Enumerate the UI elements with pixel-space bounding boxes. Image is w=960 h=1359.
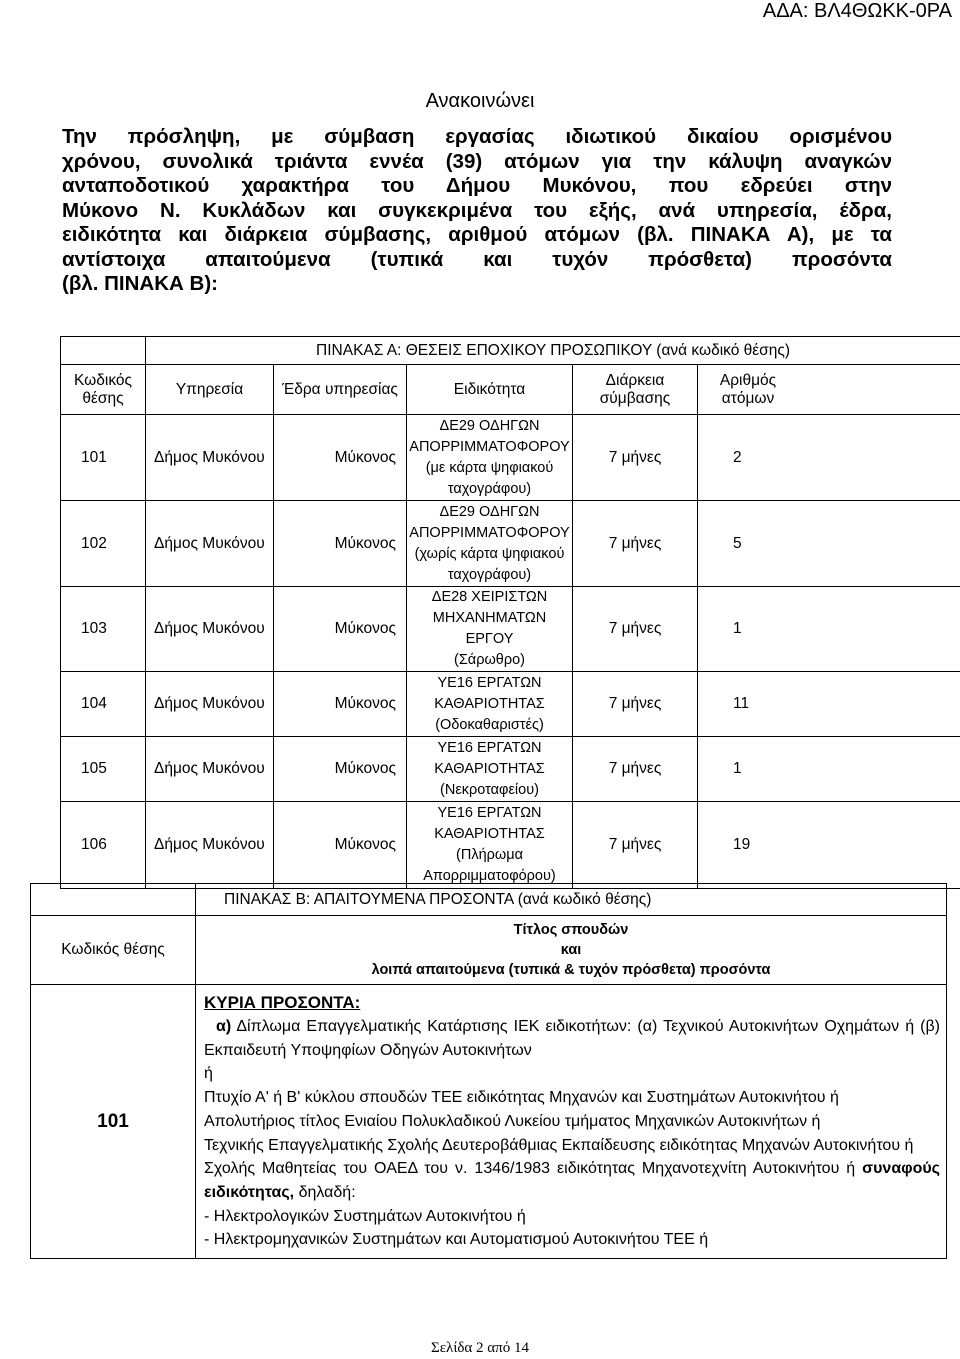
table-b-header-code: Κωδικός θέσης [31, 916, 196, 985]
cell-seat: Μύκονος [274, 415, 407, 501]
header-duration-line: σύμβασης [599, 389, 671, 407]
page-title: Ανακοινώνει [425, 90, 535, 112]
table-row [61, 802, 960, 889]
requirement-dash-1: - Ηλεκτρολογικών Συστημάτων Αυτοκινήτου ή [204, 1207, 526, 1225]
table-row [61, 587, 960, 672]
specialty-line: ταχογράφου) [447, 480, 532, 497]
specialty-line: (Οδοκαθαριστές) [435, 716, 544, 733]
cell-count: 5 [698, 501, 960, 587]
cell-specialty [407, 501, 573, 587]
header-title-line: λοιπά απαιτούμενα (τυπικά & τυχόν πρόσθετα) προσόντα [371, 962, 771, 978]
cell-service: Δήμος Μυκόνου [146, 501, 274, 587]
cell-count: 19 [698, 802, 960, 889]
cell-specialty [407, 415, 573, 501]
cell-seat: Μύκονος [274, 802, 407, 889]
cell-code: 103 [61, 587, 146, 672]
item-label: α) [216, 1018, 232, 1035]
table-a [60, 336, 960, 889]
specialty-line: (Νεκροταφείου) [440, 781, 539, 798]
requirement-p1: Πτυχίο Α' ή Β' κύκλου σπουδών ΤΕΕ ειδικότητας Μηχανών και Συστημάτων Αυτοκινήτου ή [204, 1089, 839, 1107]
cell-service: Δήμος Μυκόνου [146, 737, 274, 802]
ada-code: ΑΔΑ: ΒΛ4ΘΩΚΚ-0ΡΑ [762, 0, 952, 22]
main-qualifications-heading: ΚΥΡΙΑ ΠΡΟΣΟΝΤΑ: [204, 993, 361, 1012]
cell-duration: 7 μήνες [573, 415, 698, 501]
header-count-line: ατόμων [721, 389, 775, 407]
page-footer: Σελίδα 2 από 14 [431, 1340, 529, 1356]
requirement-p3: Τεχνικής Επαγγελματικής Σχολής Δευτεροβάθμιας Εκπαίδευσης ειδικότητας Μηχανών Αυτοκινήτου ή [204, 1136, 914, 1154]
requirement-item-a [204, 1015, 940, 1062]
cell-code: 102 [61, 501, 146, 587]
specialty-line: ταχογράφου) [447, 566, 532, 583]
intro-line: ανταποδοτικού χαρακτήρα του Δήμου Μυκόνου, που εδρεύει στην [62, 174, 892, 197]
header-duration [573, 365, 698, 415]
intro-paragraph [62, 125, 892, 297]
specialty-line: ΚΑΘΑΡΙΟΤΗΤΑΣ [434, 695, 545, 712]
cell-duration: 7 μήνες [573, 587, 698, 672]
cell-duration: 7 μήνες [573, 672, 698, 737]
header-code-line: θέσης [82, 389, 124, 407]
specialty-line: ΔΕ28 ΧΕΙΡΙΣΤΩΝ [431, 589, 548, 605]
intro-line: (βλ. ΠΙΝΑΚΑ Β): [62, 272, 219, 295]
cell-seat: Μύκονος [274, 672, 407, 737]
cell-code: 106 [61, 802, 146, 889]
specialty-line: (Σάρωθρο) [454, 652, 525, 668]
p4-start: Σχολής Μαθητείας του ΟΑΕΔ του ν. 1346/1983 ειδικότητας Μηχανοτεχνίτη Αυτοκινήτου ή [204, 1160, 856, 1178]
cell-specialty [407, 587, 573, 672]
requirement-p2: Απολυτήριος τίτλος Ενιαίου Πολυκλαδικού Λυκείου τμήματος Μηχανικών Αυτοκινήτων ή [204, 1112, 821, 1130]
specialty-line: ΚΑΘΑΡΙΟΤΗΤΑΣ [434, 826, 545, 842]
cell-code: 101 [61, 415, 146, 501]
specialty-line: ΔΕ29 ΟΔΗΓΩΝ [439, 417, 540, 434]
cell-specialty [407, 802, 573, 889]
table-b [30, 883, 947, 1259]
requirement-p4 [204, 1157, 940, 1204]
intro-line: ειδικότητα και διάρκεια σύμβασης, αριθμού ατόμων (βλ. ΠΙΝΑΚΑ Α), με τα [62, 223, 892, 246]
intro-line: χρόνου, συνολικά τριάντα εννέα (39) ατόμων για την κάλυψη αναγκών [62, 149, 892, 173]
cell-specialty [407, 672, 573, 737]
table-a-caption: ΠΙΝΑΚΑΣ Α: ΘΕΣΕΙΣ ΕΠΟΧΙΚΟΥ ΠΡΟΣΩΠΙΚΟΥ (ανά κωδικό θέσης) [146, 337, 960, 365]
table-row [61, 501, 960, 587]
cell-code: 104 [61, 672, 146, 737]
cell-seat: Μύκονος [274, 737, 407, 802]
header-service: Υπηρεσία [146, 365, 274, 415]
cell-code: 105 [61, 737, 146, 802]
cell-service: Δήμος Μυκόνου [146, 802, 274, 889]
header-title-line: και [560, 942, 582, 958]
intro-line: Μύκονο Ν. Κυκλάδων και συγκεκριμένα του εξής, ανά υπηρεσία, έδρα, [62, 198, 892, 222]
item-text: Δίπλωμα Επαγγελματικής Κατάρτισης ΙΕΚ ειδικοτήτων: (α) Τεχνικού Αυτοκινήτων Οχημάτων ή (β) Εκπαιδευτή Υποψηφίων Οδηγών Αυτοκινήτων [204, 1018, 941, 1059]
cell-service: Δήμος Μυκόνου [146, 587, 274, 672]
table-row [61, 737, 960, 802]
cell-service: Δήμος Μυκόνου [146, 415, 274, 501]
cell-seat: Μύκονος [274, 587, 407, 672]
cell-count: 2 [698, 415, 960, 501]
p4-bold: συναφούς ειδικότητας, [204, 1160, 940, 1201]
p4-end: δηλαδή: [298, 1183, 356, 1201]
specialty-line: (Πλήρωμα [456, 847, 523, 863]
or-separator: ή [204, 1065, 213, 1083]
intro-line: Την πρόσληψη, με σύμβαση εργασίας ιδιωτικού δικαίου ορισμένου [62, 125, 892, 148]
cell-duration: 7 μήνες [573, 802, 698, 889]
specialty-line: ΥΕ16 ΕΡΓΑΤΩΝ [437, 805, 542, 821]
header-count [698, 365, 960, 415]
cell-seat: Μύκονος [274, 501, 407, 587]
table-b-row-code: 101 [31, 985, 196, 1259]
cell-count: 1 [698, 737, 960, 802]
cell-specialty [407, 737, 573, 802]
cell-duration: 7 μήνες [573, 501, 698, 587]
specialty-line: ΜΗΧΑΝΗΜΑΤΩΝ ΕΡΓΟΥ [432, 610, 547, 647]
specialty-line: ΑΠΟΡΡΙΜΜΑΤΟΦΟΡΟΥ [409, 524, 570, 541]
requirement-dash-2: - Ηλεκτρομηχανικών Συστημάτων και Αυτοματισμού Αυτοκινήτου ΤΕΕ ή [204, 1231, 709, 1249]
specialty-line: ΚΑΘΑΡΙΟΤΗΤΑΣ [434, 760, 545, 777]
table-row [61, 672, 960, 737]
table-b-corner [31, 884, 196, 916]
header-duration-line: Διάρκεια [605, 371, 665, 389]
requirements-cell [196, 985, 947, 1259]
specialty-line: ΔΕ29 ΟΔΗΓΩΝ [439, 503, 540, 520]
cell-duration: 7 μήνες [573, 737, 698, 802]
header-code-line: Κωδικός [74, 371, 132, 389]
table-b-caption: ΠΙΝΑΚΑΣ Β: ΑΠΑΙΤΟΥΜΕΝΑ ΠΡΟΣΟΝΤΑ (ανά κωδικό θέσης) [196, 884, 947, 916]
cell-count: 11 [698, 672, 960, 737]
header-specialty: Ειδικότητα [407, 365, 573, 415]
table-b-header-title [196, 916, 947, 985]
cell-count: 1 [698, 587, 960, 672]
header-code [61, 365, 146, 415]
specialty-line: ΑΠΟΡΡΙΜΜΑΤΟΦΟΡΟΥ [409, 438, 570, 455]
table-row [61, 415, 960, 501]
specialty-line: (χωρίς κάρτα ψηφιακού [414, 545, 565, 562]
header-seat: Έδρα υπηρεσίας [274, 365, 407, 415]
intro-line: αντίστοιχα απαιτούμενα (τυπικά και τυχόν πρόσθετα) προσόντα [62, 247, 892, 271]
specialty-line: ΥΕ16 ΕΡΓΑΤΩΝ [437, 739, 542, 756]
header-count-line: Αριθμός [719, 371, 777, 389]
specialty-line: (με κάρτα ψηφιακού [425, 459, 554, 476]
header-title-line: Τίτλος σπουδών [513, 922, 629, 938]
cell-service: Δήμος Μυκόνου [146, 672, 274, 737]
specialty-line: Απορριμματοφόρου) [423, 868, 556, 884]
specialty-line: ΥΕ16 ΕΡΓΑΤΩΝ [437, 674, 542, 691]
table-a-corner [61, 337, 146, 365]
